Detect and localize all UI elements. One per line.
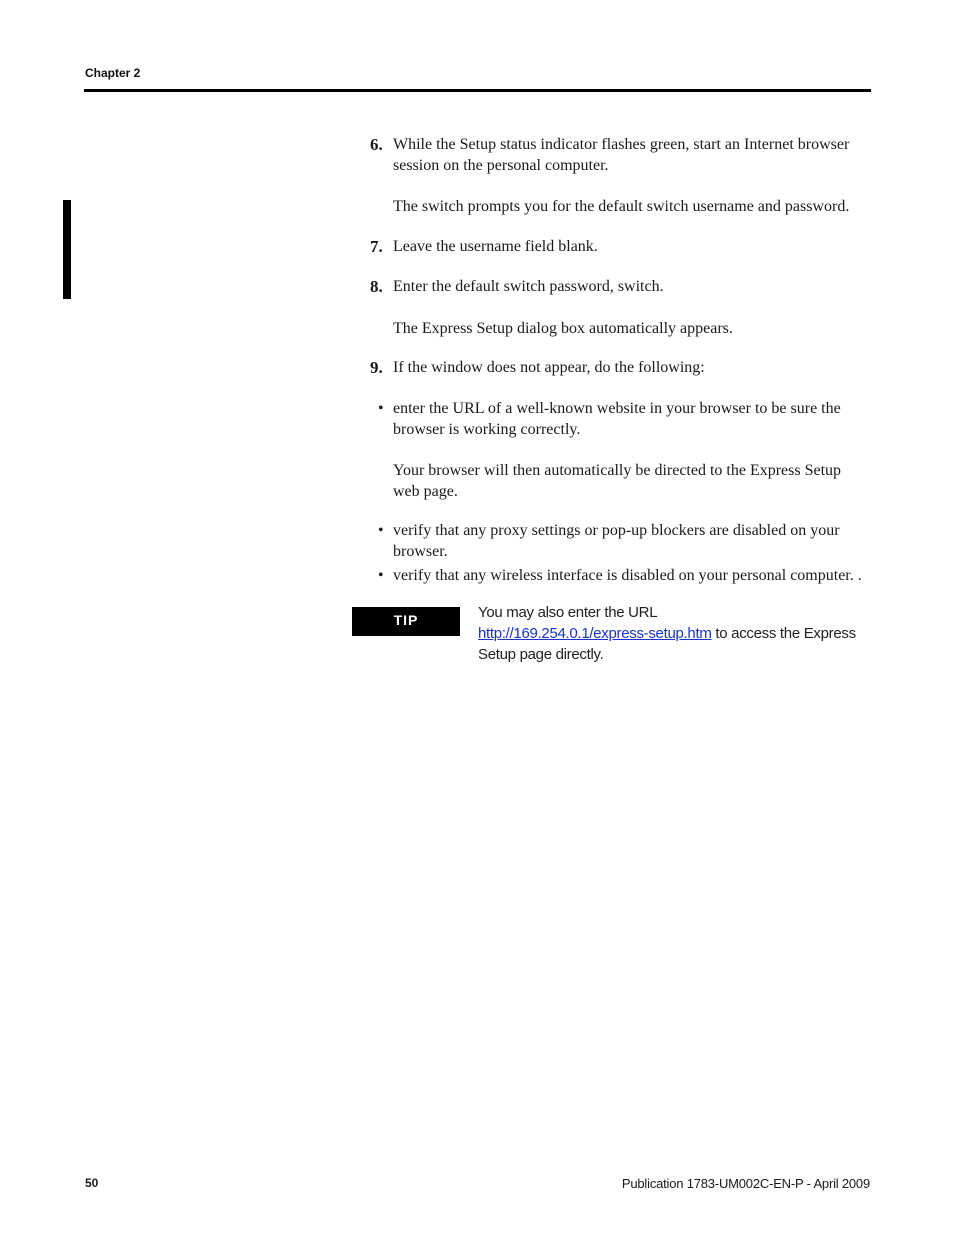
bullet-note: Your browser will then automatically be directed to the Express Setup web page. (393, 462, 842, 500)
change-bar (63, 200, 71, 299)
step-number: 6. (370, 135, 383, 154)
bullet-icon: • (378, 400, 384, 417)
step-number: 7. (370, 237, 383, 256)
bullet-text: verify that any wireless interface is disabled on your personal computer. . (393, 567, 862, 584)
publication-info: Publication 1783-UM002C-EN-P - April 2009 (621, 1176, 870, 1191)
tip-badge: TIP (352, 607, 460, 636)
express-setup-link[interactable]: http://169.254.0.1/express-setup.htm (478, 625, 712, 642)
bullet-icon: • (378, 522, 384, 539)
bullet-icon: • (378, 567, 384, 584)
header-rule (84, 89, 871, 92)
tip-text (478, 602, 871, 665)
step-number: 8. (370, 277, 383, 296)
chapter-label: Chapter 2 (85, 66, 141, 80)
page-number: 50 (85, 1176, 99, 1190)
step-text: If the window does not appear, do the following: (393, 359, 705, 376)
tip-text-before: You may also enter the URL (478, 604, 658, 621)
tip-text-after: to access the Express Setup page directly. (478, 625, 856, 663)
step-text: Leave the username field blank. (393, 238, 598, 255)
step-number: 9. (370, 358, 383, 377)
step-text: While the Setup status indicator flashes green, start an Internet browser session on the personal computer. (393, 136, 850, 174)
bullet-text: verify that any proxy settings or pop-up blockers are disabled on your browser. (393, 522, 840, 560)
step-6-note: The switch prompts you for the default switch username and password. (393, 198, 850, 215)
step-text: Enter the default switch password, switch. (393, 278, 664, 295)
step-8-note: The Express Setup dialog box automatically appears. (393, 320, 733, 337)
bullet-text: enter the URL of a well-known website in your browser to be sure the browser is working correctly. (393, 400, 841, 438)
